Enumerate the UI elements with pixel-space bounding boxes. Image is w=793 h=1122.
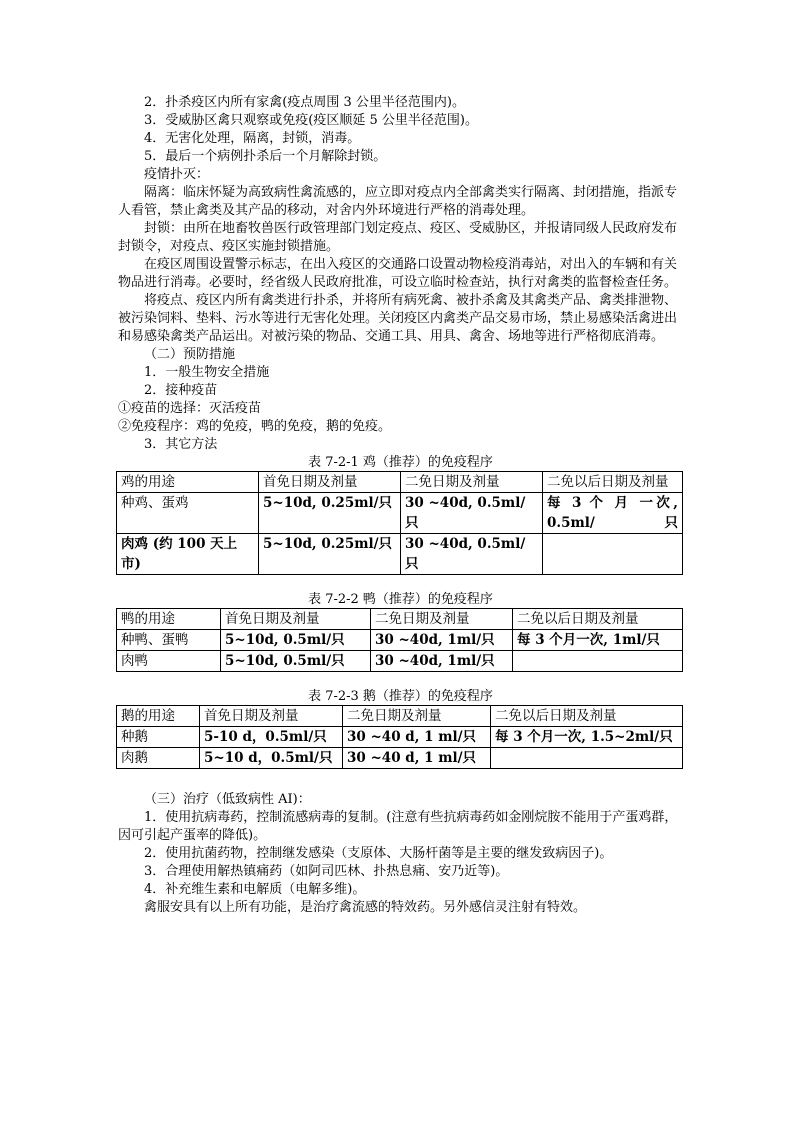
paragraph-isolation: 隔离：临床怀疑为高致病性禽流感的，应立即对疫点内全部禽类实行隔离、封闭措施，指派专人看管，禁止禽类及其产品的移动，对舍内外环境进行严格的消毒处理。 bbox=[118, 185, 678, 218]
treatment-item: 4．补充维生素和电解质（电解多维)。 bbox=[144, 882, 366, 897]
header-cell: 二免以后日期及剂量 bbox=[513, 609, 683, 630]
table-row bbox=[117, 630, 683, 651]
list-item: 1．一般生物安全措施 bbox=[144, 365, 270, 380]
table-header-row bbox=[117, 706, 683, 727]
paragraph-culling: 将疫点、疫区内所有禽类进行扑杀，并将所有病死禽、被扑杀禽及其禽类产品、禽类排泄物、被污染饲料、垫料、污水等进行无害化处理。关闭疫区内禽类产品交易市场，禁止易感染活禽进出和易感染禽类产品运出。对被污染的物品、交通工具、用具、禽舍、场地等进行严格彻底消毒。 bbox=[118, 293, 678, 344]
table-cell bbox=[491, 748, 683, 769]
table-cell: 5-10 d，0.5ml/只 bbox=[200, 727, 343, 748]
table-cell: 肉鹅 bbox=[117, 748, 200, 769]
measure-item: 4．无害化处理，隔离，封锁，消毒。 bbox=[144, 131, 361, 146]
list-item: 2．接种疫苗 bbox=[144, 383, 218, 398]
treatment-closing: 禽服安具有以上所有功能，是治疗禽流感的特效药。另外感信灵注射有特效。 bbox=[144, 900, 587, 915]
table-caption-duck: 表 7-2-2 鸭（推荐）的免疫程序 bbox=[308, 592, 493, 607]
table-cell: 肉鸡 (约 100 天上市) bbox=[117, 534, 259, 575]
table-cell: 5~10d, 0.5ml/只 bbox=[221, 651, 371, 672]
table-cell: 5~10d, 0.25ml/只 bbox=[259, 493, 401, 534]
table-cell: 种鸭、蛋鸭 bbox=[117, 630, 221, 651]
treatment-section bbox=[118, 791, 683, 917]
list-item: ①疫苗的选择：灭活疫苗 bbox=[118, 401, 262, 416]
header-cell: 二免日期及剂量 bbox=[371, 609, 513, 630]
table-chicken bbox=[116, 471, 683, 575]
header-cell: 鸭的用途 bbox=[117, 609, 221, 630]
header-cell: 鹅的用途 bbox=[117, 706, 200, 727]
table-cell: 每 3 个 月 一次, 0.5ml/只 bbox=[543, 493, 683, 534]
prevention-section bbox=[118, 346, 683, 454]
header-cell: 鸡的用途 bbox=[117, 472, 259, 493]
document-body bbox=[118, 94, 683, 917]
treatment-item: 1．使用抗病毒药，控制流感病毒的复制。(注意有些抗病毒药如金刚烷胺不能用于产蛋鸡群，因可引起产蛋率的降低)。 bbox=[118, 810, 678, 843]
eradication-paragraphs bbox=[118, 184, 683, 346]
table-caption-chicken: 表 7-2-1 鸡（推荐）的免疫程序 bbox=[308, 455, 493, 470]
section-heading: （二）预防措施 bbox=[144, 347, 236, 362]
header-cell: 首免日期及剂量 bbox=[259, 472, 401, 493]
table-cell: 种鹅 bbox=[117, 727, 200, 748]
header-cell: 首免日期及剂量 bbox=[221, 609, 371, 630]
header-cell: 二免以后日期及剂量 bbox=[491, 706, 683, 727]
header-cell: 二免日期及剂量 bbox=[343, 706, 491, 727]
table-cell: 5~10d, 0.5ml/只 bbox=[221, 630, 371, 651]
table-cell: 30 ~40d, 1ml/只 bbox=[371, 630, 513, 651]
list-item: ②免疫程序：鸡的免疫，鸭的免疫，鹅的免疫。 bbox=[118, 419, 392, 434]
table-row bbox=[117, 748, 683, 769]
table-duck bbox=[116, 608, 683, 672]
measure-item: 3．受威胁区禽只观察或免疫(疫区顺延 5 公里半径范围)。 bbox=[144, 113, 478, 128]
section-heading: （三）治疗（低致病性 AI)： bbox=[144, 792, 311, 807]
table-cell: 每 3 个月一次, 1ml/只 bbox=[513, 630, 683, 651]
table-cell: 30 ~40d, 0.5ml/只 bbox=[401, 534, 543, 575]
table-cell: 30 ~40 d, 1 ml/只 bbox=[343, 748, 491, 769]
header-cell: 二免日期及剂量 bbox=[401, 472, 543, 493]
table-row bbox=[117, 727, 683, 748]
table-cell bbox=[513, 651, 683, 672]
table-cell: 30 ~40 d, 1 ml/只 bbox=[343, 727, 491, 748]
table-cell: 30 ~40d, 0.5ml/只 bbox=[401, 493, 543, 534]
table-cell: 每 3 个月一次, 1.5~2ml/只 bbox=[491, 727, 683, 748]
treatment-item: 3．合理使用解热镇痛药（如阿司匹林、扑热息痛、安乃近等)。 bbox=[144, 864, 509, 879]
table-cell: 5~10 d，0.5ml/只 bbox=[200, 748, 343, 769]
table-cell bbox=[543, 534, 683, 575]
measure-item: 5．最后一个病例扑杀后一个月解除封锁。 bbox=[144, 149, 387, 164]
table-caption-goose: 表 7-2-3 鹅（推荐）的免疫程序 bbox=[308, 689, 493, 704]
list-item: 3．其它方法 bbox=[144, 437, 218, 452]
paragraph-checkpoint: 在疫区周围设置警示标志，在出入疫区的交通路口设置动物检疫消毒站，对出入的车辆和有关物品进行消毒。必要时，经省级人民政府批准，可设立临时检查站，执行对禽类的监督检查任务。 bbox=[118, 257, 678, 290]
table-cell: 5~10d, 0.25ml/只 bbox=[259, 534, 401, 575]
header-cell: 首免日期及剂量 bbox=[200, 706, 343, 727]
table-row bbox=[117, 651, 683, 672]
table-goose bbox=[116, 705, 683, 769]
table-cell: 种鸡、蛋鸡 bbox=[117, 493, 259, 534]
section-label: 疫情扑灭： bbox=[144, 167, 210, 182]
paragraph-blockade: 封锁：由所在地畜牧兽医行政管理部门划定疫点、疫区、受威胁区，并报请同级人民政府发布封锁令，对疫点、疫区实施封锁措施。 bbox=[118, 221, 678, 254]
measures-list bbox=[118, 94, 683, 184]
table-header-row bbox=[117, 609, 683, 630]
table-header-row bbox=[117, 472, 683, 493]
header-cell: 二免以后日期及剂量 bbox=[543, 472, 683, 493]
table-row bbox=[117, 534, 683, 575]
measure-item: 2．扑杀疫区内所有家禽(疫点周围 3 公里半径范围内)。 bbox=[144, 95, 465, 110]
table-cell: 30 ~40d, 1ml/只 bbox=[371, 651, 513, 672]
table-row bbox=[117, 493, 683, 534]
treatment-item: 2．使用抗菌药物，控制继发感染（支原体、大肠杆菌等是主要的继发致病因子)。 bbox=[144, 846, 613, 861]
table-cell: 肉鸭 bbox=[117, 651, 221, 672]
